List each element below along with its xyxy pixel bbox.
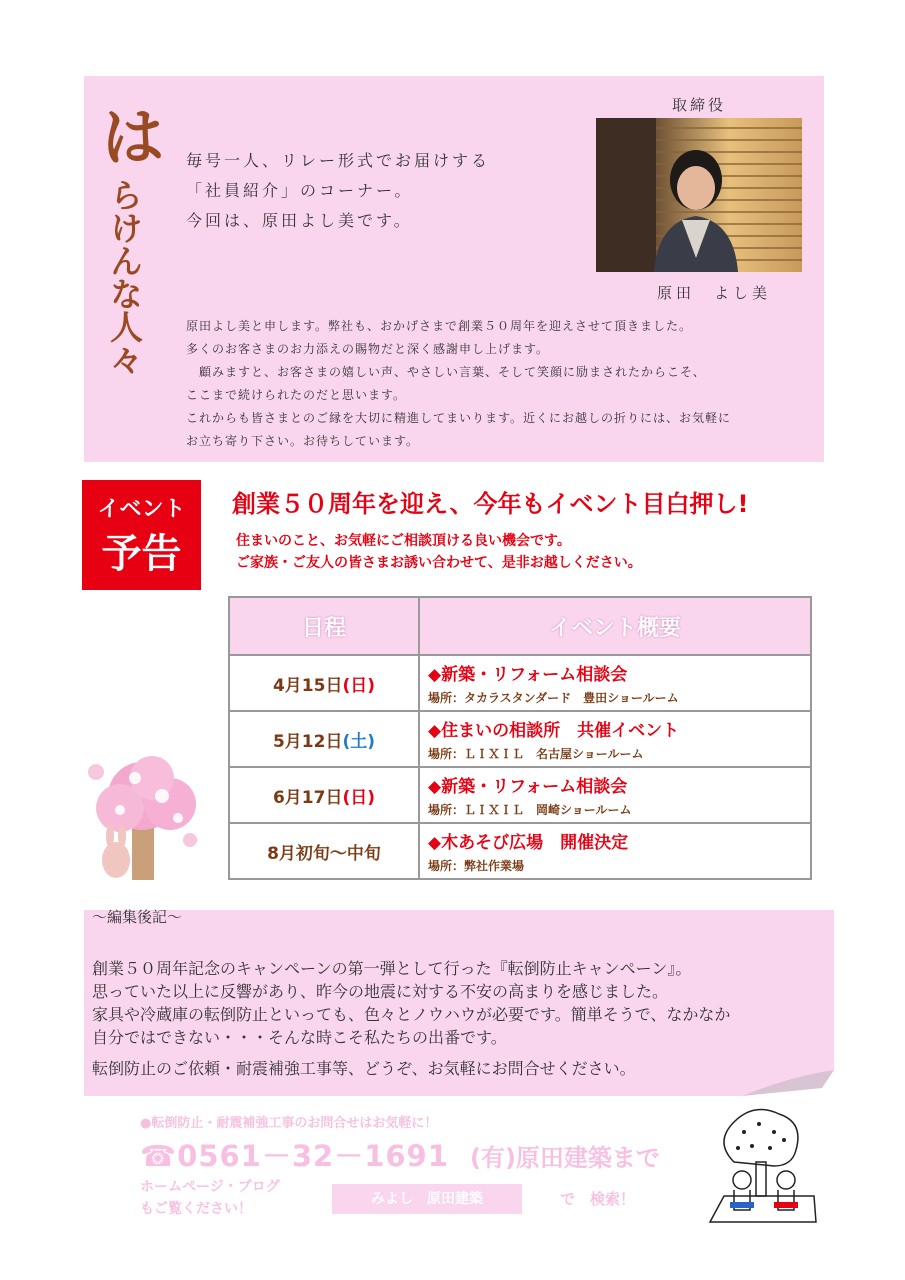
name-label: 原田 よし美 bbox=[657, 284, 772, 302]
event-detail-cell bbox=[419, 711, 811, 767]
picnic-illustration bbox=[704, 1102, 820, 1230]
event-detail-cell bbox=[419, 823, 811, 879]
cherry-tree-illustration bbox=[80, 748, 220, 892]
event-title: ◆住まいの相談所 共催イベント bbox=[428, 721, 680, 741]
message-line: お立ち寄り下さい。お待ちしています。 bbox=[186, 434, 420, 448]
search-term-box: みよし 原田建築 bbox=[332, 1184, 522, 1214]
intro-line: 「社員紹介」のコーナー。 bbox=[186, 181, 414, 200]
event-subline: ご家族・ご友人の皆さまお誘い合わせて、是非お越しください。 bbox=[236, 555, 642, 571]
message-line: 顧みますと、お客さまの嬉しい声、やさしい言葉、そして笑顔に励まされたからこそ、 bbox=[186, 365, 706, 379]
table-row bbox=[229, 711, 811, 767]
event-detail-cell bbox=[419, 767, 811, 823]
search-suffix: で 検索！ bbox=[560, 1190, 636, 1208]
event-date-cell bbox=[229, 767, 419, 823]
note-line: 創業５０周年記念のキャンペーンの第一弾として行った『転倒防止キャンペーン』。 bbox=[92, 959, 692, 978]
event-place: 場所：タカラスタンダード 豊田ショールーム bbox=[428, 691, 679, 705]
event-day-of-week: (日) bbox=[342, 787, 376, 808]
event-place: 場所：ＬＩＸＩＬ 岡崎ショールーム bbox=[428, 803, 632, 817]
event-date: 5月12日 bbox=[272, 731, 343, 752]
event-date: 6月17日 bbox=[272, 787, 343, 808]
intro-line: 毎号一人、リレー形式でお届けする bbox=[186, 151, 491, 170]
event-title: ◆新築・リフォーム相談会 bbox=[428, 665, 628, 685]
event-headline: 創業５０周年を迎え、今年もイベント目白押し! bbox=[232, 490, 749, 518]
event-date: 4月15日 bbox=[272, 675, 343, 696]
event-place: 場所：弊社作業場 bbox=[428, 859, 525, 873]
message-line: ここまで続けられたのだと思います。 bbox=[186, 388, 407, 402]
event-schedule-table bbox=[228, 596, 812, 880]
event-date-cell bbox=[229, 823, 419, 879]
footer-homepage-line: もご覧ください！ bbox=[140, 1201, 252, 1217]
event-date-cell bbox=[229, 655, 419, 711]
table-row bbox=[229, 823, 811, 879]
editor-note-heading: ～編集後記～ bbox=[92, 908, 183, 926]
table-header-row bbox=[229, 597, 811, 655]
header-overview: イベント概要 bbox=[419, 597, 811, 655]
event-detail-cell bbox=[419, 655, 811, 711]
event-badge-line1: イベント bbox=[97, 497, 186, 522]
intro-line: 今回は、原田よし美です。 bbox=[186, 211, 413, 230]
note-line: 自分ではできない・・・そんな時こそ私たちの出番です。 bbox=[92, 1028, 507, 1047]
event-day-of-week: (日) bbox=[342, 675, 376, 696]
event-subline: 住まいのこと、お気軽にご相談頂ける良い機会です。 bbox=[236, 533, 571, 549]
page-curl-decoration bbox=[742, 1070, 834, 1100]
profile-title-rest: らけんな人々 bbox=[105, 178, 144, 376]
portrait-photo bbox=[596, 118, 802, 272]
note-line: 家具や冷蔵庫の転倒防止といっても、色々とノウハウが必要です。簡単そうで、なかなか bbox=[92, 1005, 731, 1024]
event-title: ◆新築・リフォーム相談会 bbox=[428, 777, 628, 797]
event-day-of-week: (土) bbox=[342, 731, 376, 752]
event-date: 8月初旬～中旬 bbox=[267, 843, 381, 864]
message-line: これからも皆さまとのご縁を大切に精進してまいります。近くにお越しの折りには、お気軽に bbox=[186, 411, 732, 425]
note-line: 転倒防止のご依頼・耐震補強工事等、どうぞ、お気軽にお問合せください。 bbox=[92, 1059, 636, 1078]
message-line: 原田よし美と申します。弊社も、おかげさまで創業５０周年を迎えさせて頂きました。 bbox=[186, 319, 693, 333]
event-date-cell bbox=[229, 711, 419, 767]
message-line: 多くのお客さまのお力添えの賜物だと深く感謝申し上げます。 bbox=[186, 342, 550, 356]
footer-homepage-line: ホームページ・ブログ bbox=[140, 1179, 280, 1195]
table-row bbox=[229, 767, 811, 823]
event-badge-line2: 予告 bbox=[101, 531, 182, 577]
event-badge bbox=[82, 480, 201, 590]
header-schedule: 日程 bbox=[229, 597, 419, 655]
profile-title-initial: は bbox=[102, 101, 165, 174]
note-line: 思っていた以上に反響があり、昨今の地震に対する不安の高まりを感じました。 bbox=[92, 982, 669, 1001]
footer-inquiry-text: ●転倒防止・耐震補強工事のお問合せはお気軽に！ bbox=[140, 1116, 438, 1131]
table-row bbox=[229, 655, 811, 711]
event-title: ◆木あそび広場 開催決定 bbox=[428, 833, 629, 853]
footer-phone-number: ☎0561－32－1691 bbox=[140, 1139, 449, 1173]
event-place: 場所：ＬＩＸＩＬ 名古屋ショールーム bbox=[428, 747, 644, 761]
role-label: 取締役 bbox=[672, 96, 727, 114]
footer-company-name: (有)原田建築まで bbox=[470, 1144, 660, 1172]
